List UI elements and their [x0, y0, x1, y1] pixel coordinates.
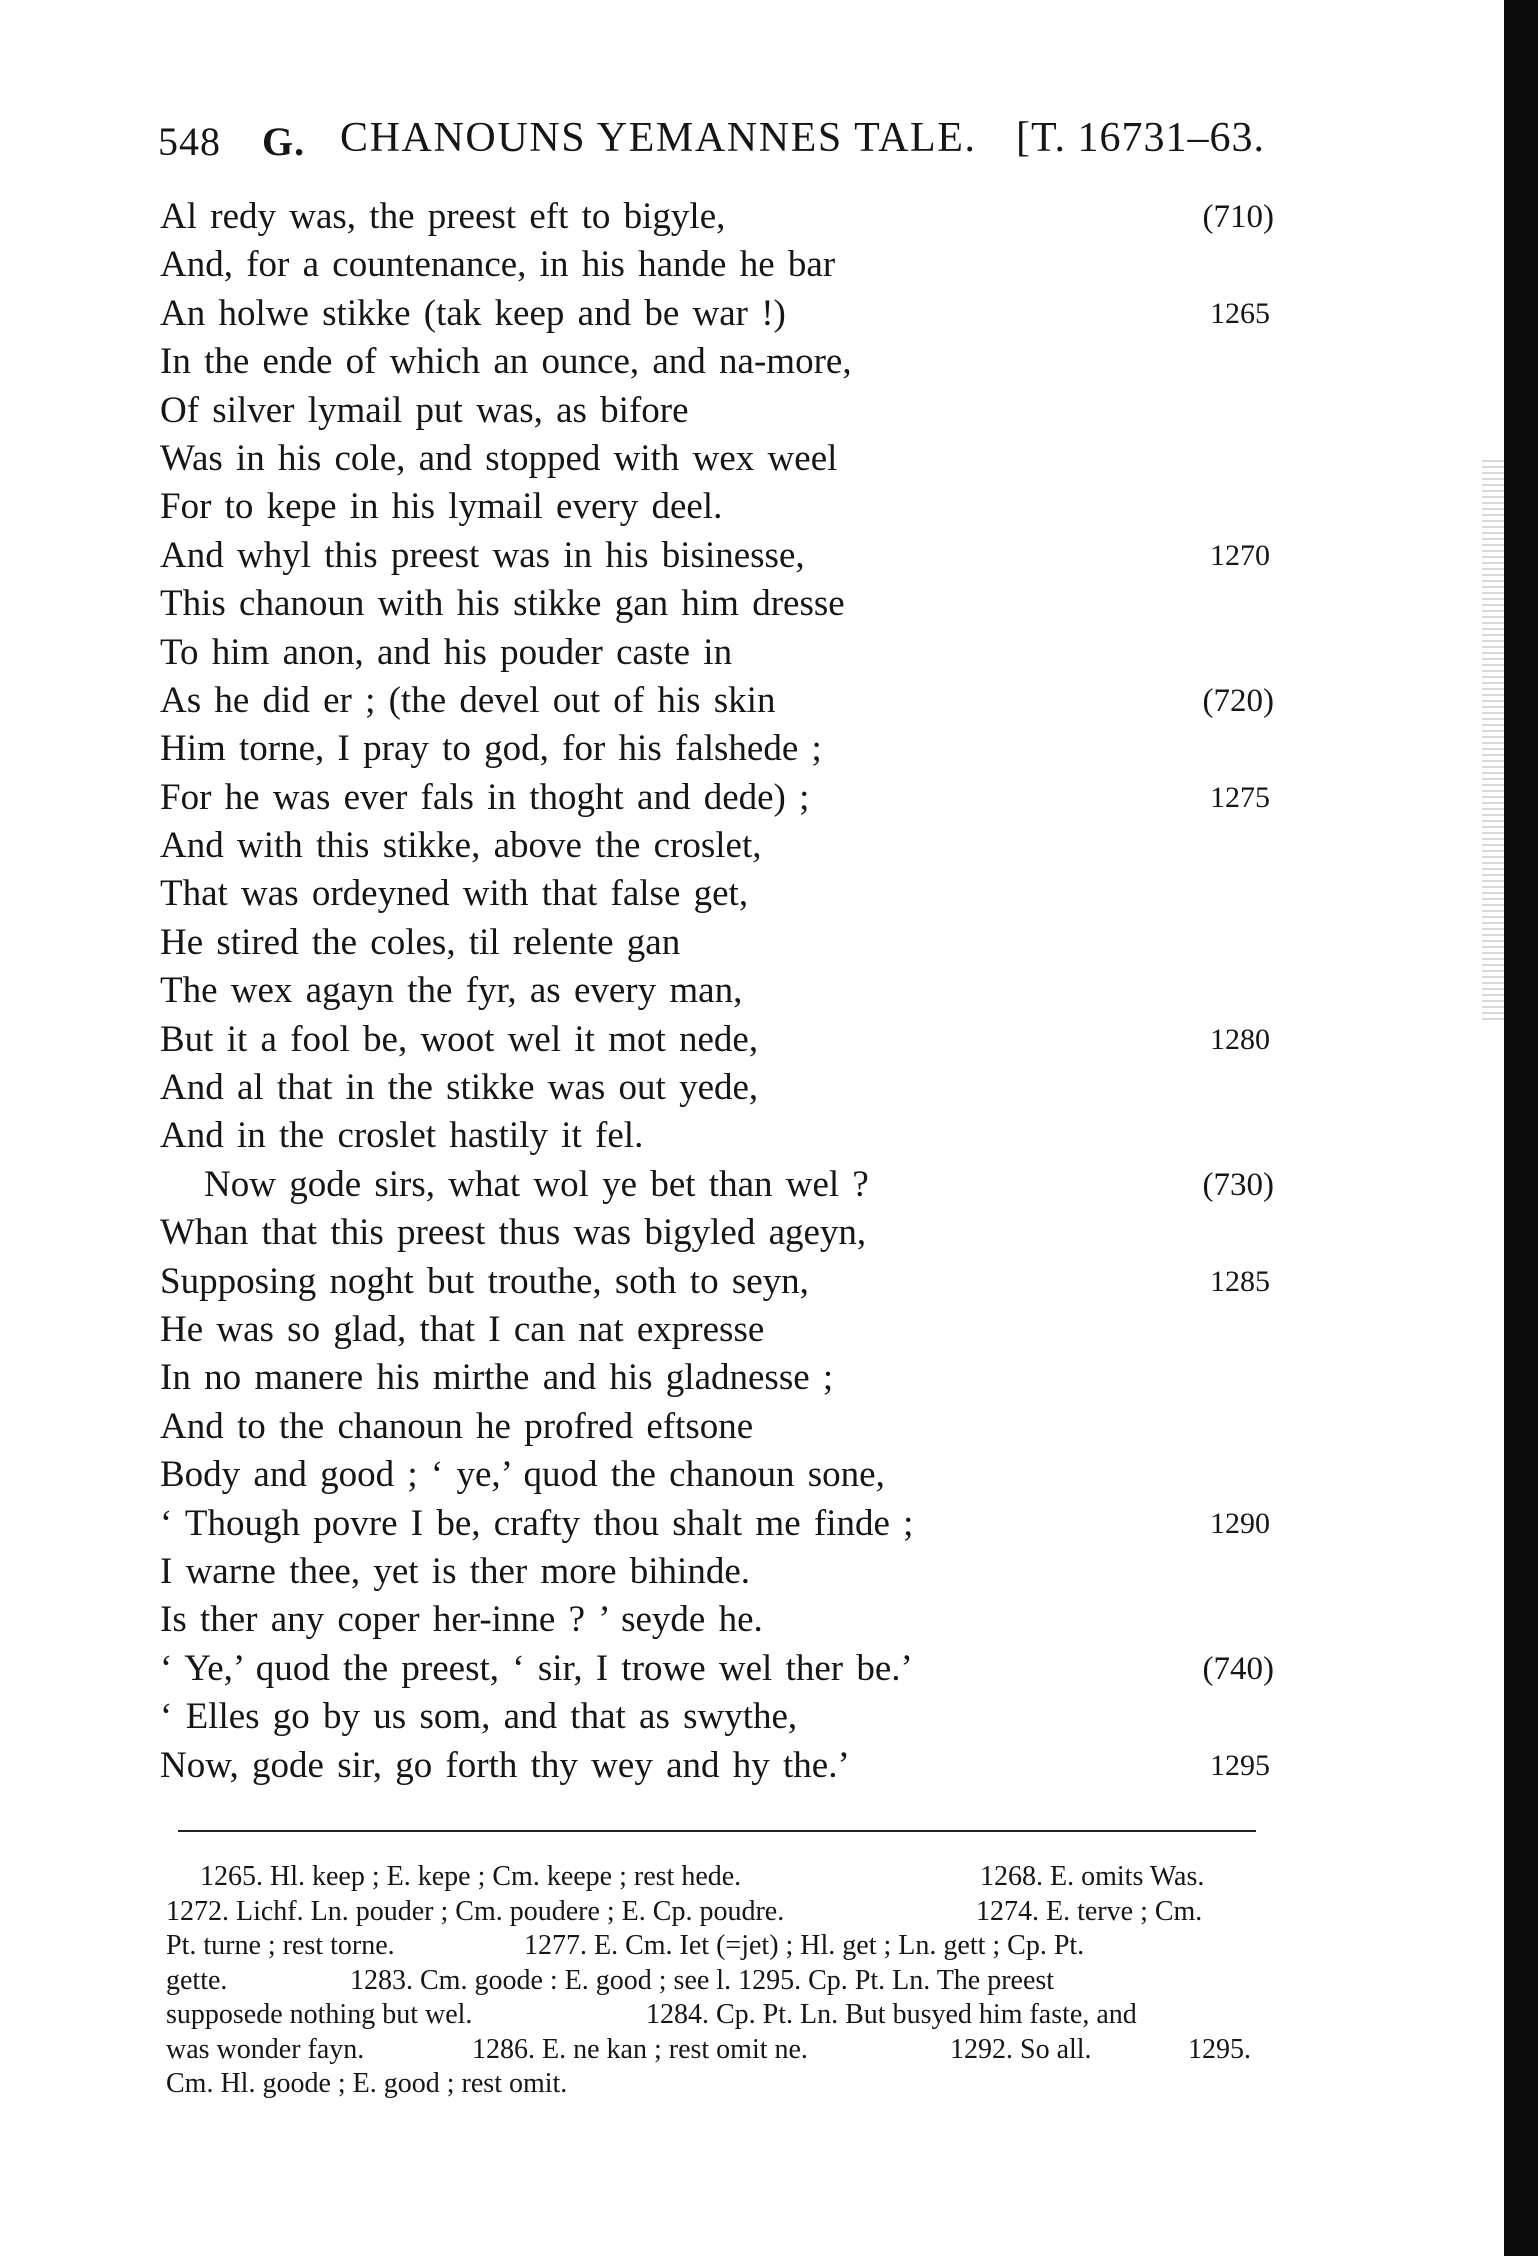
verse-line: Now, gode sir, go forth thy wey and hy the.’ 1295 — [160, 1742, 1270, 1790]
note-line — [166, 1929, 1266, 1964]
verse-line: The wex agayn the fyr, as every man, — [160, 970, 743, 1012]
note: 1272. Lichf. Ln. pouder ; Cm. poudere ; E. Cp. poudre. — [166, 1895, 785, 1927]
note-line — [166, 2067, 1266, 2102]
verse-block — [160, 193, 1274, 1790]
note: 1286. E. ne kan ; rest omit ne. — [472, 2033, 808, 2065]
verse-line: And to the chanoun he profred eftsone — [160, 1405, 754, 1447]
line-number: 1265 — [1210, 296, 1270, 330]
verse-line: And al that in the stikke was out yede, — [160, 1067, 759, 1109]
footnote-rule — [178, 1830, 1256, 1832]
group-signature: G. — [262, 119, 306, 164]
note-line — [166, 2033, 1266, 2068]
verse-line: For he was ever fals in thoght and dede) ; 1275 — [160, 774, 1270, 822]
line-number: 1270 — [1210, 538, 1270, 572]
page-number: 548 — [158, 119, 221, 164]
verse-line: Was in his cole, and stopped with wex weel — [160, 437, 838, 479]
verse-line: Al redy was, the preest eft to bigyle, (710) — [160, 193, 1270, 241]
textual-notes — [166, 1860, 1266, 2102]
verse-line: Body and good ; ‘ ye,’ quod the chanoun sone, — [160, 1454, 885, 1496]
note-line — [166, 1860, 1266, 1895]
verse-line: Whan that this preest thus was bigyled ageyn, — [160, 1212, 867, 1254]
verse-line: In no manere his mirthe and his gladnesse ; — [160, 1357, 834, 1399]
note: 1265. Hl. keep ; E. kepe ; Cm. keepe ; rest hede. — [200, 1861, 742, 1892]
verse-line: ‘ Though povre I be, crafty thou shalt me finde ; 1290 — [160, 1500, 1270, 1548]
note: 1274. E. terve ; Cm. — [976, 1895, 1203, 1927]
note: 1268. E. omits Was. — [980, 1861, 1205, 1892]
verse-line: And in the croslet hastily it fel. — [160, 1115, 644, 1157]
verse-line: But it a fool be, woot wel it mot nede, 1280 — [160, 1016, 1270, 1064]
verse-line: And whyl this preest was in his bisinesse, 1270 — [160, 532, 1270, 580]
verse-line: I warne thee, yet is ther more bihinde. — [160, 1550, 750, 1592]
verse-line: And with this stikke, above the croslet, — [160, 825, 762, 867]
note: 1292. So all. — [950, 2033, 1092, 2065]
line-number: (710) — [1202, 199, 1274, 235]
verse-line: An holwe stikke (tak keep and be war !) 1265 — [160, 290, 1270, 338]
line-number: 1285 — [1210, 1264, 1270, 1298]
verse-line: For to kepe in his lymail every deel. — [160, 486, 723, 528]
line-number: 1275 — [1210, 780, 1270, 814]
binding-edge — [1504, 0, 1538, 2256]
verse-line: That was ordeyned with that false get, — [160, 873, 749, 915]
verse-line: ‘ Ye,’ quod the preest, ‘ sir, I trowe wel ther be.’ (740) — [160, 1645, 1270, 1693]
line-number: 1295 — [1210, 1748, 1270, 1782]
verse-line: Of silver lymail put was, as bifore — [160, 389, 689, 431]
verse-line: Is ther any coper her-inne ? ’ seyde he. — [160, 1599, 763, 1641]
verse-line: In the ende of which an ounce, and na-more, — [160, 341, 852, 383]
note: 1277. E. Cm. Iet (=jet) ; Hl. get ; Ln. gett ; Cp. Pt. — [524, 1930, 1085, 1961]
note: was wonder fayn. — [166, 2033, 365, 2065]
line-number: 1280 — [1210, 1022, 1270, 1056]
verse-line: To him anon, and his pouder caste in — [160, 631, 733, 673]
note: gette. — [166, 1964, 228, 1996]
verse-line: As he did er ; (the devel out of his skin (720) — [160, 677, 1270, 725]
line-number: (740) — [1202, 1650, 1274, 1687]
note-line — [166, 1998, 1266, 2033]
note-line — [166, 1964, 1266, 1999]
line-reference: [T. 16731–63. — [1016, 115, 1266, 161]
line-number: 1290 — [1210, 1506, 1270, 1540]
note: 1295. — [1188, 2033, 1251, 2065]
note: Pt. turne ; rest torne. — [166, 1930, 395, 1961]
verse-line: Now gode sirs, what wol ye bet than wel ? (730) — [160, 1161, 1270, 1209]
verse-line: He was so glad, that I can nat expresse — [160, 1308, 765, 1350]
verse-line: And, for a countenance, in his hande he bar — [160, 244, 836, 286]
verse-line: ‘ Elles go by us som, and that as swythe, — [160, 1696, 798, 1738]
line-number: (730) — [1202, 1166, 1274, 1203]
verse-line: He stired the coles, til relente gan — [160, 921, 681, 963]
note: Cm. Hl. goode ; E. good ; rest omit. — [166, 2068, 568, 2099]
page-edge-shadow — [1482, 460, 1504, 1020]
note: 1284. Cp. Pt. Ln. But busyed him faste, and — [646, 1999, 1137, 2030]
line-number: (720) — [1202, 682, 1274, 719]
verse-line: This chanoun with his stikke gan him dresse — [160, 583, 845, 625]
note-line — [166, 1895, 1266, 1930]
running-header — [158, 106, 1268, 166]
note: 1283. Cm. goode : E. good ; see l. 1295. Cp. Pt. Ln. The preest — [350, 1964, 1055, 1996]
note: supposede nothing but wel. — [166, 1999, 473, 2030]
verse-line: Him torne, I pray to god, for his falshede ; — [160, 728, 822, 770]
page-title: CHANOUNS YEMANNES TALE. — [340, 115, 977, 161]
verse-line: Supposing noght but trouthe, soth to seyn, 1285 — [160, 1258, 1270, 1306]
